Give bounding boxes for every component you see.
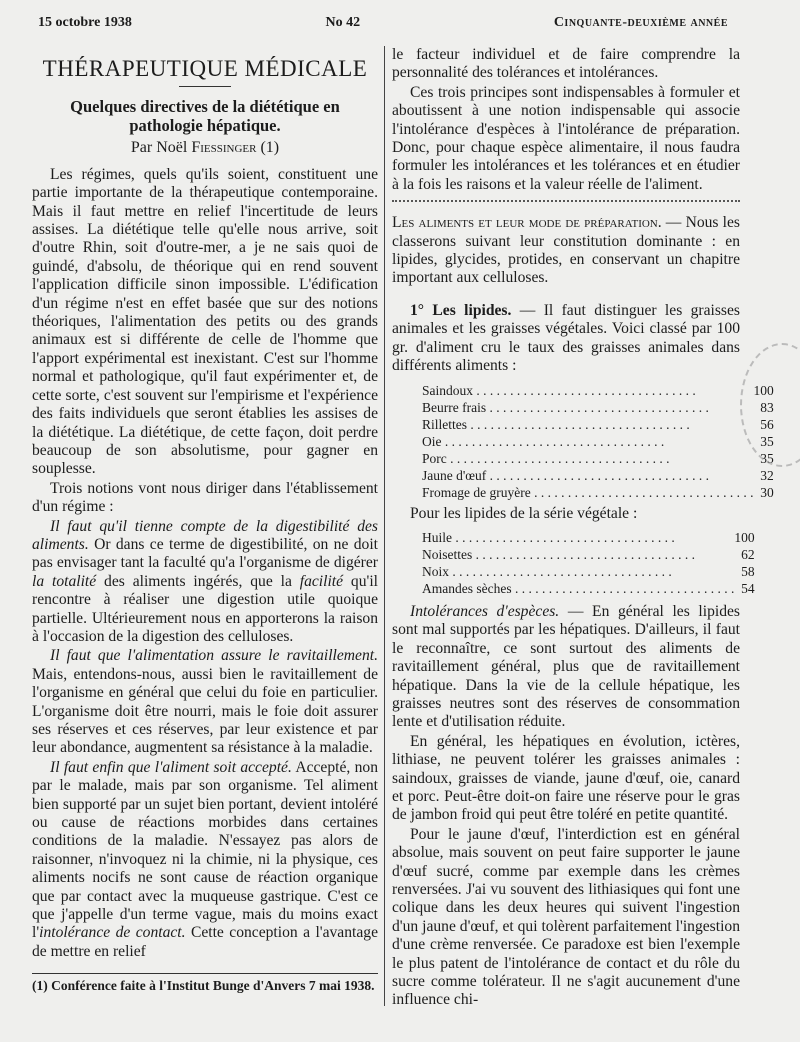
emphasis: la totalité — [32, 572, 97, 590]
leader-dots — [486, 468, 709, 483]
article-title: Quelques directives de la diététique en pathologie hépatique. — [70, 97, 340, 136]
table-row — [422, 382, 774, 399]
fat-value: 100 — [753, 382, 774, 398]
intolerance-heading: Intolérances d'espèces. — [410, 602, 560, 620]
text-run: des aliments ingérés, que la — [96, 572, 300, 590]
subheading: Les aliments et leur mode de préparation. — [392, 214, 662, 232]
paragraph: le facteur individuel et de faire comprendre la personnalité des tolérances et intolérances. — [392, 46, 740, 82]
left-column — [32, 46, 378, 994]
text-run: — En général les lipides sont mal supportés par les hépatiques. D'ailleurs, il faut le reconnaître, ce sont surtout des aliments de ravitaillement général, plus que de ravitaillement hépatique. Dans la vie de la cellule hépatique, les graisses neutres sont des réserves de consommation lente et d'utilisation réduite. — [392, 602, 740, 731]
principle-heading: Il faut qu'il tienne compte de la digestibilité des aliments. — [32, 517, 378, 553]
footnote-ref: (1) — [260, 139, 280, 157]
byline-prefix: Par Noël — [130, 139, 188, 157]
column-divider — [384, 46, 385, 1006]
leader-dots — [467, 417, 690, 432]
principle-heading: Il faut que l'alimentation assure le ravitaillement. — [50, 647, 378, 665]
food-name-text: Saindoux — [422, 382, 474, 398]
food-name — [422, 382, 753, 399]
fat-value: 30 — [760, 484, 774, 500]
paragraph: Ces trois principes sont indispensables à formuler et aboutissent à une notion indispensable qui associe l'intolérance d'espèces à l'intolérance de préparation. Donc, pour chaque espèce alimentaire, il nous faudra formuler les intolérances et les tolérances et en étudier à la fois les raisons et la valeur réelle de l'aliment. — [392, 83, 740, 193]
leader-dots — [452, 530, 675, 545]
leader-dots — [531, 485, 754, 500]
paragraph: Les régimes, quels qu'ils soient, constituent une partie importante de la thérapeutique contemporaine. Mais il faut mettre en relief l'incertitude de leurs assises. La diététique telle qu'elle nous arrive, soit d'outre Rhin, soit d'outre-mer, a je ne sais quoi de guindé, d'absolu, de théorique qui en rend souvent l'application difficile sinon impossible. L'édification d'un régime n'est en effet basée que sur des notions théoriques, l'alimentation des petits ou des grands animaux est si différente de celle de l'homme que l'apport expérimental est inexistant. C'est sur l'homme normal et pathologique, qu'il faut expérimenter et, de cette sorte, c'est souvent sur l'empirisme et l'expérience des faits individuels que seront établies les assises de la diététique. La diététique, de cette façon, doit perdre beaucoup de son absolutisme, pour gagner en souplesse. — [32, 165, 378, 478]
fat-value: 58 — [741, 563, 755, 579]
food-name — [422, 467, 753, 484]
table-row — [422, 546, 755, 563]
emphasis: intolérance de contact. — [39, 924, 186, 942]
table-row — [422, 580, 755, 597]
food-name — [422, 484, 753, 501]
fat-value: 32 — [760, 467, 774, 483]
food-name — [422, 450, 753, 467]
text-run: Cette conception a l'avantage de mettre en relief — [32, 924, 378, 960]
fat-value: 54 — [741, 580, 755, 596]
paragraph: Pour les lipides de la série végétale : — [410, 504, 638, 522]
table-row — [422, 399, 774, 416]
fat-value: 83 — [760, 399, 774, 415]
table-row — [422, 529, 755, 546]
paragraph — [392, 302, 740, 376]
table-row — [422, 484, 774, 501]
paragraph: Pour le jaune d'œuf, l'interdiction est en général absolue, mais souvent on peut faire supporter le jaune d'œuf sucré, comme par exemple dans les crèmes renversées. J'ai vu souvent des lithiasiques qui font une colique dans les deux heures qui suivent l'ingestion d'un jaune d'œuf, et qui tolèrent parfaitement l'ingestion d'une crème renversée. Ce paradoxe est bien l'exemple le plus patent de l'intolérance de contact et du rôle du sucre comme tolérateur. Il ne s'agit aucunement d'une influence chi- — [392, 825, 740, 1009]
principle-heading: Il faut enfin que l'aliment soit accepté. — [50, 758, 292, 776]
text-run: qu'il rencontre à réaliser une digestion utile quoique partielle. Ultérieurement nous en apporterons la raison à l'occasion de la digestion des celluloses. — [32, 572, 378, 645]
vegetable-fats-table — [422, 529, 755, 597]
text-run: Mais, entendons-nous, aussi bien le ravitaillement de l'organisme en général que celui du foie en particulier. L'organisme doit être nourri, mais le foie doit assurer ses réserves et ces réserves, par leur existence et par leur abondance, augmentent sa résistance à la maladie. — [32, 665, 378, 757]
section-title: THÉRAPEUTIQUE MÉDICALE — [42, 56, 368, 81]
food-name-text: Amandes sèches — [422, 580, 512, 596]
fat-value: 35 — [760, 450, 774, 466]
title-rule — [179, 86, 231, 87]
text-run: Accepté, non par le malade, mais par son organisme. Tel aliment bien supporté par un sujet bien portant, devient intoléré ou cause de réactions morbides dans certaines conditions de la maladie. N'essayez pas alors de raisonner, n'invoquez ni la chimie, ni la physique, ces aliments nocifs ne sont cause de réaction organique que par contact avec la muqueuse gastrique. C'est ce que j'appelle d'un terme vague, mais du moins exact l' — [32, 758, 378, 942]
food-name-text: Rillettes — [422, 416, 467, 432]
text-run: Or dans ce terme de digestibilité, on ne doit pas envisager tant la faculté qu'a l'organisme de digérer — [32, 535, 378, 572]
text-run: — Il faut distinguer les graisses animales et les graisses végétales. Voici classé par 100 gr. d'aliment cru le taux des graisses animales dans différents aliments : — [392, 301, 740, 375]
separator — [392, 200, 740, 206]
food-name-text: Fromage de gruyère — [422, 484, 531, 500]
food-name — [422, 433, 753, 450]
page-header — [38, 15, 728, 31]
subheading-paragraph — [392, 214, 740, 288]
food-name-text: Jaune d'œuf — [422, 467, 487, 483]
lipides-heading: 1° Les lipides. — [410, 301, 512, 319]
food-name-text: Noix — [422, 563, 449, 579]
table-row — [422, 450, 774, 467]
paragraph — [392, 603, 740, 732]
table-row — [422, 563, 755, 580]
author-name: Fiessinger — [191, 139, 257, 157]
fat-value: 56 — [760, 416, 774, 432]
issue-number: No 42 — [325, 15, 361, 30]
leader-dots — [473, 383, 696, 398]
paragraph: En général, les hépatiques en évolution, ictères, lithiase, ne peuvent tolérer les graisses animales : saindoux, graisses de viande, jaune d'œuf, oie, canard et porc. Peut-être doit-on faire une réserve pour le gras de jambon froid qui peut être toléré en petite quantité. — [392, 732, 740, 824]
emphasis: facilité — [299, 572, 344, 590]
leader-dots — [486, 400, 709, 415]
table-row — [422, 467, 774, 484]
food-name — [422, 399, 753, 416]
issue-date: 15 octobre 1938 — [38, 15, 132, 30]
leader-dots — [447, 451, 670, 466]
table-row — [422, 433, 774, 450]
fat-value: 35 — [760, 433, 774, 449]
leader-dots — [512, 581, 735, 596]
leader-dots — [472, 547, 695, 562]
table-row — [422, 416, 774, 433]
right-column — [392, 46, 774, 1010]
paragraph: Trois notions vont nous diriger dans l'établissement d'un régime : — [32, 479, 378, 516]
issue-year: Cinquante-deuxième année — [553, 15, 728, 30]
food-name-text: Oie — [422, 433, 442, 449]
footnote-rule — [32, 973, 378, 974]
food-name-text: Beurre frais — [422, 399, 487, 415]
food-name-text: Huile — [422, 529, 452, 545]
paragraph — [32, 647, 378, 757]
food-name — [422, 563, 734, 580]
paragraph — [32, 518, 378, 647]
food-name — [422, 546, 734, 563]
leader-dots — [442, 434, 665, 449]
footnote: (1) Conférence faite à l'Institut Bunge d'Anvers 7 mai 1938. — [32, 978, 375, 994]
animal-fats-table — [422, 382, 774, 501]
food-name-text: Porc — [422, 450, 447, 466]
text-run: — Nous les classerons suivant leur constitution dominante : en lipides, glycides, protides, en conservant un chapitre important aux celluloses. — [392, 214, 740, 287]
food-name — [422, 416, 753, 433]
fat-value: 62 — [741, 546, 755, 562]
byline — [32, 139, 378, 157]
paragraph — [32, 759, 378, 961]
food-name — [422, 580, 734, 597]
food-name-text: Noisettes — [422, 546, 473, 562]
fat-value: 100 — [734, 529, 755, 545]
leader-dots — [449, 564, 672, 579]
food-name — [422, 529, 734, 546]
